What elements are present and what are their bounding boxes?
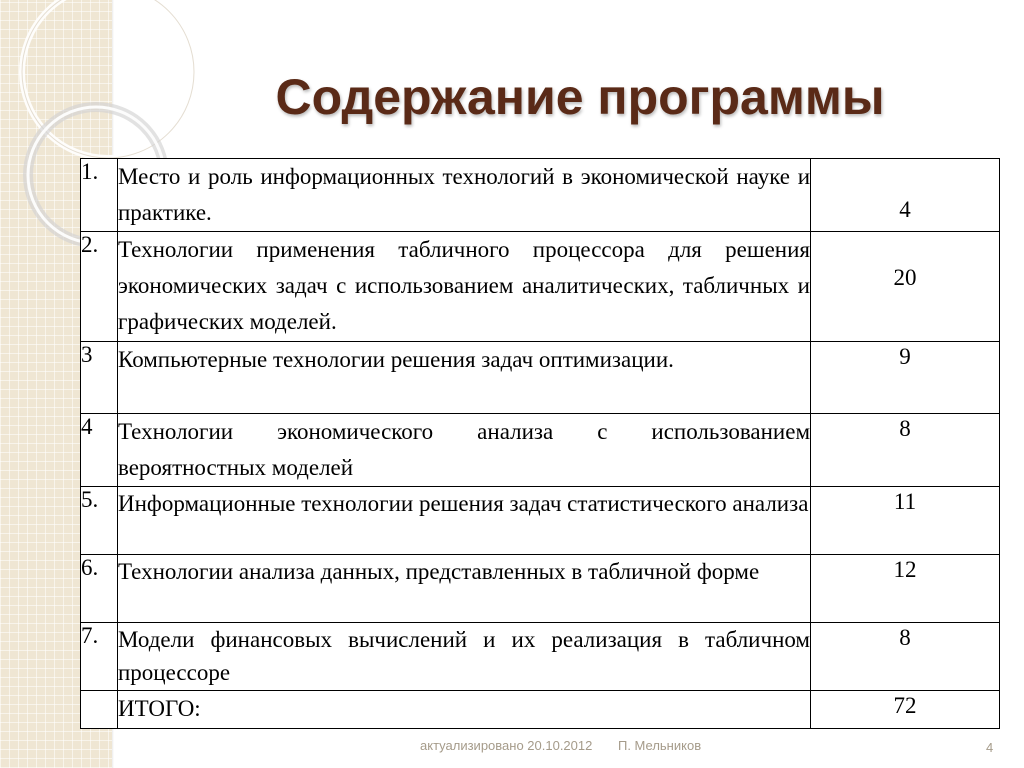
row-number-empty (81, 691, 118, 729)
row-number: 6. (81, 555, 118, 623)
total-hours-value: 72 (893, 693, 917, 718)
row-hours-value: 20 (893, 264, 917, 290)
row-topic: Технологии анализа данных, представленных в табличной форме (118, 555, 811, 623)
row-hours-value: 9 (899, 344, 911, 369)
row-hours-value: 8 (899, 625, 911, 650)
row-topic: Компьютерные технологии решения задач оптимизации. (118, 342, 811, 414)
row-hours (811, 623, 1000, 691)
row-number: 5. (81, 487, 118, 555)
table-row (81, 159, 1000, 232)
footer (420, 738, 723, 753)
footer-updated: актуализировано 20.10.2012 (420, 738, 593, 753)
row-topic: Место и роль информационных технологий в экономической науке и практике. (118, 159, 811, 232)
table-row (81, 623, 1000, 691)
total-label: ИТОГО: (118, 691, 811, 729)
table-row (81, 555, 1000, 623)
row-number: 3 (81, 342, 118, 414)
row-hours-value: 12 (893, 557, 917, 582)
table-row (81, 414, 1000, 487)
row-number: 2. (81, 232, 118, 342)
row-hours (811, 487, 1000, 555)
row-number: 1. (81, 159, 118, 232)
row-hours-value: 4 (899, 197, 911, 222)
row-hours (811, 414, 1000, 487)
row-hours (811, 232, 1000, 342)
table-row (81, 487, 1000, 555)
row-number: 4 (81, 414, 118, 487)
row-hours (811, 342, 1000, 414)
row-hours (811, 555, 1000, 623)
row-topic: Информационные технологии решения задач статистического анализа (118, 487, 811, 555)
footer-author: П. Мельников (617, 738, 702, 753)
table-row (81, 232, 1000, 342)
slide-number: 4 (986, 740, 994, 755)
row-topic: Технологии применения табличного процессора для решения экономических задач с использованием аналитических, табличных и графических моделей. (118, 232, 811, 342)
slide-title: Содержание программы (275, 69, 885, 125)
row-topic: Технологии экономического анализа с использованием вероятностных моделей (118, 414, 811, 487)
row-hours-value: 11 (893, 489, 917, 514)
row-hours-value: 8 (899, 416, 911, 441)
table-row-total (81, 691, 1000, 729)
row-topic: Модели финансовых вычислений и их реализация в табличном процессоре (118, 623, 811, 691)
program-table (80, 158, 1000, 729)
total-hours (811, 691, 1000, 729)
row-number: 7. (81, 623, 118, 691)
row-hours (811, 159, 1000, 232)
table-row (81, 342, 1000, 414)
